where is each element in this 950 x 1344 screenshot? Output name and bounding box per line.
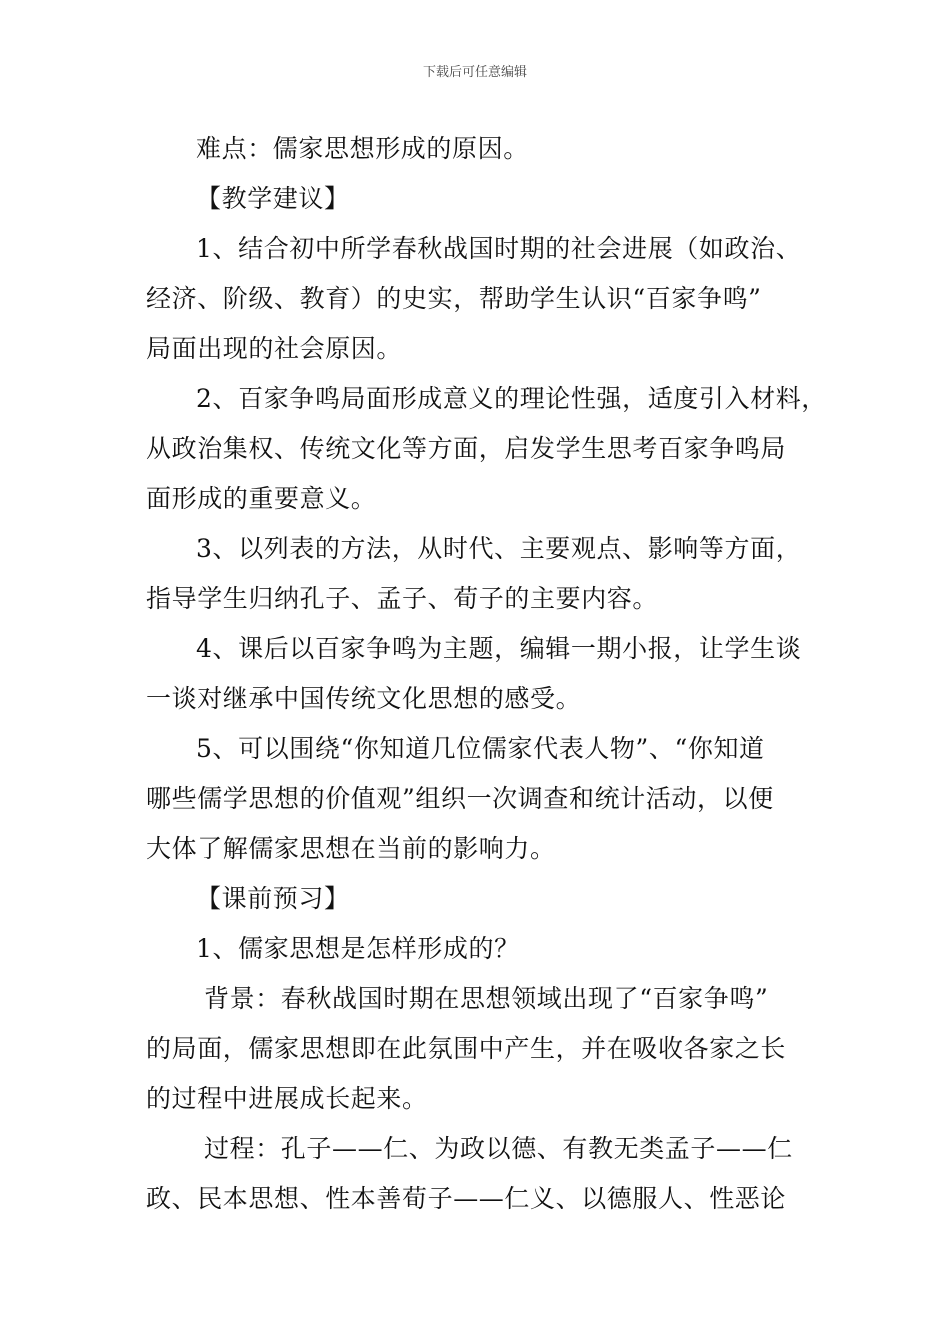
preview-question-1: 1、儒家思想是怎样形成的？ <box>196 934 520 963</box>
suggestion-5-line-3: 大体了解儒家思想在当前的影响力。 <box>146 834 556 863</box>
suggestion-1-line-2: 经济、阶级、教育）的史实，帮助学生认识“百家争鸣” <box>146 284 762 313</box>
suggestion-3-line-1: 3、以列表的方法，从时代、主要观点、影响等方面， <box>196 534 802 563</box>
document-body <box>146 124 826 1224</box>
suggestion-3-line-2: 指导学生归纳孔子、孟子、荀子的主要内容。 <box>146 584 659 613</box>
suggestion-4-line-2: 一谈对继承中国传统文化思想的感受。 <box>146 684 582 713</box>
section-heading-teaching-suggestions: 【教学建议】 <box>196 184 350 213</box>
suggestion-5-line-1: 5、可以围绕“你知道几位儒家代表人物”、“你知道 <box>196 734 765 763</box>
suggestion-2-line-1: 2、百家争鸣局面形成意义的理论性强，适度引入材料， <box>196 384 827 413</box>
background-line-2: 的局面，儒家思想即在此氛围中产生，并在吸收各家之长 <box>146 1034 787 1063</box>
paragraph-difficulty: 难点：儒家思想形成的原因。 <box>196 134 529 163</box>
process-line-2: 政、民本思想、性本善荀子——仁义、以德服人、性恶论 <box>146 1184 787 1213</box>
suggestion-5-line-2: 哪些儒学思想的价值观”组织一次调查和统计活动，以便 <box>146 784 774 813</box>
suggestion-2-line-2: 从政治集权、传统文化等方面，启发学生思考百家争鸣局 <box>146 434 787 463</box>
suggestion-2-line-3: 面形成的重要意义。 <box>146 484 377 513</box>
suggestion-1-line-1: 1、结合初中所学春秋战国时期的社会进展（如政治、 <box>196 234 802 263</box>
page-header: 下载后可任意编辑 <box>422 65 527 80</box>
suggestion-1-line-3: 局面出现的社会原因。 <box>146 334 403 363</box>
section-heading-preview: 【课前预习】 <box>196 884 350 913</box>
process-line-1: 过程：孔子——仁、为政以德、有教无类孟子——仁 <box>204 1134 793 1163</box>
suggestion-4-line-1: 4、课后以百家争鸣为主题，编辑一期小报，让学生谈 <box>196 634 802 663</box>
background-line-1: 背景：春秋战国时期在思想领域出现了“百家争鸣” <box>204 984 769 1013</box>
background-line-3: 的过程中进展成长起来。 <box>146 1084 428 1113</box>
